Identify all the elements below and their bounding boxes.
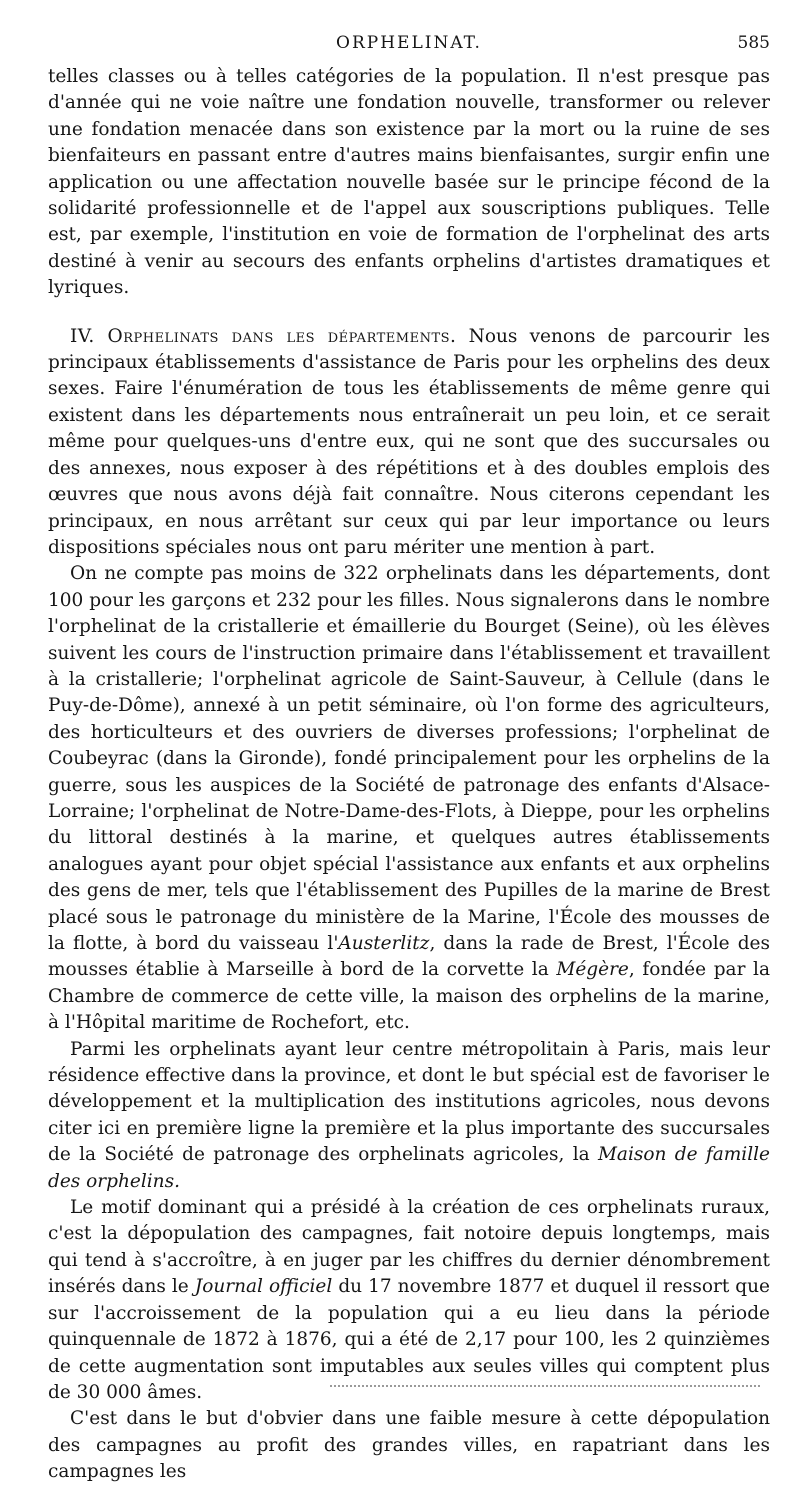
paragraph-5-text-b: du 17 novembre 1877 et duquel il ressort que sur l'accroissement de la population qui a eu lieu dans la période quinquennale de 1872 à 1876, qui a été de 2,17 pour 100, les 2 quinzièmes de cette augmentation sont imputables aux seules villes qui comptent plus de 30 000 âmes. (48, 1276, 771, 1403)
paragraph-6: C'est dans le but d'obvier dans une faible mesure à cette dépopulation des campagnes au profit des grandes villes, en rapatriant dans les campagnes les (48, 1408, 770, 1483)
paragraph-2 (48, 324, 770, 562)
paragraph-5 (48, 1195, 770, 1406)
institution-name: Maison de famille des orphelins. (48, 1144, 770, 1192)
paragraph-2-text: Nous venons de parcourir les principaux établissements d'assistance de Paris pour les orphelins des deux sexes. Faire l'énumération de tous les établissements de même genre qui existent dans les départements nous entraînerait un peu loin, et ce serait même pour quelques-uns d'entre eux, qui ne sont que des succursales ou des annexes, nous exposer à des répétitions et à des doubles emplois des œuvres que nous avons déjà fait connaître. Nous citerons cependant les principaux, en nous arrêtant sur ceux qui par leur importance ou leurs dispositions spéciales nous ont paru mériter une mention à part. (48, 325, 770, 558)
journal-title: Journal officiel (194, 1276, 333, 1298)
paragraph-4-text: Parmi les orphelinats ayant leur centre métropolitain à Paris, mais leur résidence effective dans la province, et dont le but spécial est de favoriser le développement et la multiplication des institutions agricoles, nous devons citer ici en première ligne la première et la plus importante des succursales de la Société de patronage des orphelinats agricoles, la (48, 1038, 770, 1166)
running-title: ORPHELINAT. (336, 33, 482, 53)
footer-rule (330, 1385, 760, 1387)
paragraph-1: telles classes ou à telles catégories de la population. Il n'est presque pas d'année qui ne voie naître une fondation nouvelle, transformer ou relever une fondation menacée dans son existence par la mort ou la ruine de ses bienfaiteurs en passant entre d'autres mains bienfaisantes, surgir enfin une application ou une affectation nouvelle basée sur le principe fécond de la solidarité professionnelle et de l'appel aux souscriptions publiques. Telle est, par exemple, l'institution en voie de formation de l'orphelinat des arts destiné à venir au secours des enfants orphelins d'artistes dramatiques et lyriques. (48, 66, 770, 299)
paragraph-3-text-b: , dans la rade de Brest, l'École des mousses établie à Marseille à bord de la corvette la (48, 933, 771, 981)
page (48, 28, 771, 1483)
paragraph-5-text-a: Le motif dominant qui a présidé à la création de ces orphelinats ruraux, c'est la dépopulation des campagnes, fait notoire depuis longtemps, mais qui tend à s'accroître, à en juger par les chiffres du dernier dénombrement insérés dans le (48, 1197, 770, 1298)
page-number: 585 (737, 33, 770, 53)
page-header (48, 28, 770, 58)
ship-name-megere: Mégère (556, 959, 629, 981)
ship-name-austerlitz: Austerlitz (338, 933, 430, 954)
paragraph-3-text-a: On ne compte pas moins de 322 orphelinats dans les départements, dont 100 pour les garçons et 232 pour les filles. Nous signalerons dans le nombre l'orphelinat de la cristallerie et émaillerie du Bourget (Seine), où les élèves suivent les cours de l'instruction primaire dans l'établissement et travaillent à la cristallerie; l'orphelinat agricole de Saint-Sauveur, à Cellule (dans le Puy-de-Dôme), annexé à un petit séminaire, où l'on forme des agriculteurs, des horticulteurs et des ouvriers de diverses professions; l'orphelinat de Coubeyrac (dans la Gironde), fondé principalement pour les orphelins de la guerre, sous les auspices de la Société de patronage des enfants d'Alsace-Lorraine; l'orphelinat de Notre-Dame-des-Flots, à Dieppe, pour les orphelins du littoral destinés à la marine, et quelques autres établissements analogues ayant pour objet spécial l'assistance aux enfants et aux orphelins des gens de mer, tels que l'établissement des Pupilles de la marine de Brest placé sous le patronage du ministère de la Marine, l'École des mousses de la flotte, à bord du vaisseau l' (48, 563, 770, 954)
paragraph-4 (48, 1037, 770, 1195)
paragraph-3 (48, 561, 770, 1036)
section-heading: IV. Orphelinats dans les départements. (70, 325, 457, 347)
paragraph-3-text-c: , fondée par la Chambre de commerce de cette ville, la maison des orphelins de la marine, à l'Hôpital maritime de Rochefort, etc. (48, 959, 770, 1034)
